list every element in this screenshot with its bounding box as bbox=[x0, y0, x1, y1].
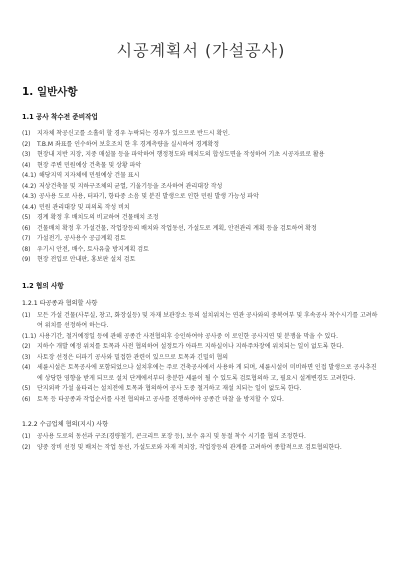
item-text: 현장 주변 민원예상 건축물 및 상황 파악 bbox=[37, 161, 142, 169]
subsection-heading-consultation: 1.2 협의 사항 bbox=[22, 281, 64, 290]
item-number: (5) bbox=[22, 385, 31, 392]
item-number: (5) bbox=[22, 214, 31, 221]
item-text: 사용기간, 철거예정일 등에 관해 공종간 사전협의후 승인하여야 공사중 이 로인한 공사지연 및 분쟁을 막을 수 있다. bbox=[39, 332, 339, 340]
group-heading-other-trades: 1.2.1 타공종과 협의할 사항 bbox=[22, 299, 98, 307]
list-item bbox=[22, 213, 380, 224]
list-item bbox=[22, 443, 380, 454]
item-text: 민원 관리대장 및 피의록 작성 비치 bbox=[39, 203, 130, 211]
list-item bbox=[22, 182, 380, 193]
item-text: 양중 장비 선정 및 배치는 작업 동선, 가설도로와 자재 적치장, 작업장등의 관계를 고려하여 종합적으로 검토협의한다. bbox=[37, 443, 342, 451]
item-number: (4) bbox=[22, 364, 31, 371]
list-item bbox=[22, 384, 380, 395]
item-number: (4.4) bbox=[22, 203, 37, 211]
list-item bbox=[22, 150, 380, 161]
list-item bbox=[22, 395, 380, 406]
item-number: (3) bbox=[22, 151, 31, 158]
item-text: 공사용 도로 사용, 터파기, 항타중 소음 및 분진 발생으로 인한 민원 발생 가능성 파악 bbox=[39, 193, 259, 200]
item-number: (1.1) bbox=[22, 332, 37, 340]
section-heading-general: 1. 일반사항 bbox=[22, 86, 78, 98]
item-number: (2) bbox=[22, 140, 31, 148]
item-text: T.B.M 좌표를 인수하여 보호조치 한 후 경계측량을 실시하여 경계확정 bbox=[37, 140, 220, 148]
item-number: (8) bbox=[22, 245, 31, 253]
preparation-list bbox=[22, 129, 380, 266]
item-text: 현장내 지반 지장, 지중 매설물 등을 파악하여 행정청도와 배치도의 합성도면을 작성하여 기초 시공자료로 활용 bbox=[37, 151, 325, 158]
item-number: (6) bbox=[22, 395, 31, 403]
item-text: 해당지역 지자체에 민원예상 건물 표시 bbox=[39, 172, 140, 179]
list-item bbox=[22, 353, 380, 364]
other-trades-list bbox=[22, 311, 380, 406]
item-number: (9) bbox=[22, 256, 31, 263]
item-number: (1) bbox=[22, 311, 31, 319]
list-item bbox=[22, 171, 380, 182]
item-number: (2) bbox=[22, 343, 31, 350]
list-item bbox=[22, 342, 380, 353]
item-text: 공사용 도로의 동선과 구조(경량철기, 콘크리트 포장 등), 보수 유지 및 동절 착수 시기를 협의 조정한다. bbox=[37, 433, 306, 440]
list-item bbox=[22, 234, 380, 245]
item-number: (6) bbox=[22, 224, 31, 232]
list-item bbox=[22, 224, 380, 235]
list-item bbox=[22, 332, 380, 343]
item-number: (7) bbox=[22, 235, 31, 242]
list-item bbox=[22, 255, 380, 266]
list-item bbox=[22, 432, 380, 443]
subcontractor-list bbox=[22, 432, 380, 453]
item-text: 건물배치 확정 후 가설건물, 작업장등의 배치와 작업동선, 가설도로 계획, 안전관리 계획 등을 검토하여 확정 bbox=[37, 224, 317, 232]
item-text: 지자체 착공신고를 소홀히 할 경우 누락되는 경우가 있으므로 반드시 확인. bbox=[37, 130, 230, 137]
item-number: (1) bbox=[22, 130, 31, 137]
list-item bbox=[22, 311, 380, 332]
item-number: (4.1) bbox=[22, 172, 37, 179]
list-item bbox=[22, 192, 380, 203]
item-number: (4.2) bbox=[22, 182, 37, 190]
list-item bbox=[22, 245, 380, 256]
item-text: 경계 확정 후 배치도의 비교하여 건물배치 조정 bbox=[37, 214, 159, 221]
list-item bbox=[22, 161, 380, 172]
list-item bbox=[22, 129, 380, 140]
item-number: (4) bbox=[22, 161, 31, 169]
document-title: 시공계획서 (가설공사) bbox=[116, 41, 286, 60]
item-text: 세륜시설은 토목공사에 포함되었으나 설치후에는 주로 건축공사에서 사용하 게 되며, 세륜시설이 미비하면 인접 발생으로 공사추진에 상당한 영향을 받게 되므로 설치 단계에서부터 충분한 세륜이 될 수 있도록 검토협의하 고, 필요시 설계변경도 고려한다. bbox=[37, 364, 377, 382]
item-text: 저상건축물 및 지하구조체의 균열, 기울기등을 조사하여 관리대장 작성 bbox=[39, 182, 223, 190]
item-text: 사토장 선정은 터파기 공사와 밀접한 관련이 있으므로 토목과 긴밀히 협의 bbox=[37, 353, 229, 361]
list-item bbox=[22, 363, 380, 384]
list-item bbox=[22, 140, 380, 151]
subsection-heading-preparation: 1.1 공사 착수전 준비작업 bbox=[22, 113, 98, 121]
item-text: 현장 전입로 안내판, 홍보판 설치 검토 bbox=[37, 256, 136, 263]
item-number: (2) bbox=[22, 443, 31, 451]
item-number: (3) bbox=[22, 353, 31, 361]
item-text: 모든 가설 건물(사무실, 창고, 화장실등) 및 자재 보관장소 등의 설치위치는 연관 공사와의 중복여부 및 후속공사 착수시기를 고려하여 위치를 선정하여 하는다. bbox=[37, 311, 378, 329]
item-text: 지하수 개발 예정 위치를 토목과 사전 협의하여 설정토가 아파트 지하실이나 지하주차장에 위치되는 일이 없도록 한다. bbox=[37, 343, 344, 350]
item-text: 우기시 안전, 배수, 토사유출 방지계획 검토 bbox=[37, 245, 149, 253]
list-item bbox=[22, 203, 380, 214]
item-text: 가설전기, 공사용수 공급계획 검토 bbox=[37, 235, 126, 242]
group-heading-subcontractor: 1.2.2 수급업체 협의(지시) 사항 bbox=[22, 421, 109, 428]
item-number: (4.3) bbox=[22, 193, 37, 200]
item-text: 단지외곽 가설 울타리는 설치전에 토목과 협의하여 공사 도중 철거하고 재설 치되는 일이 없도록 한다. bbox=[37, 385, 302, 392]
item-text: 토목 등 타공종과 작업순서를 사전 협의하고 공사를 진행하여야 공종간 마찰 을 방지할 수 있다. bbox=[37, 395, 284, 403]
item-number: (1) bbox=[22, 433, 31, 440]
